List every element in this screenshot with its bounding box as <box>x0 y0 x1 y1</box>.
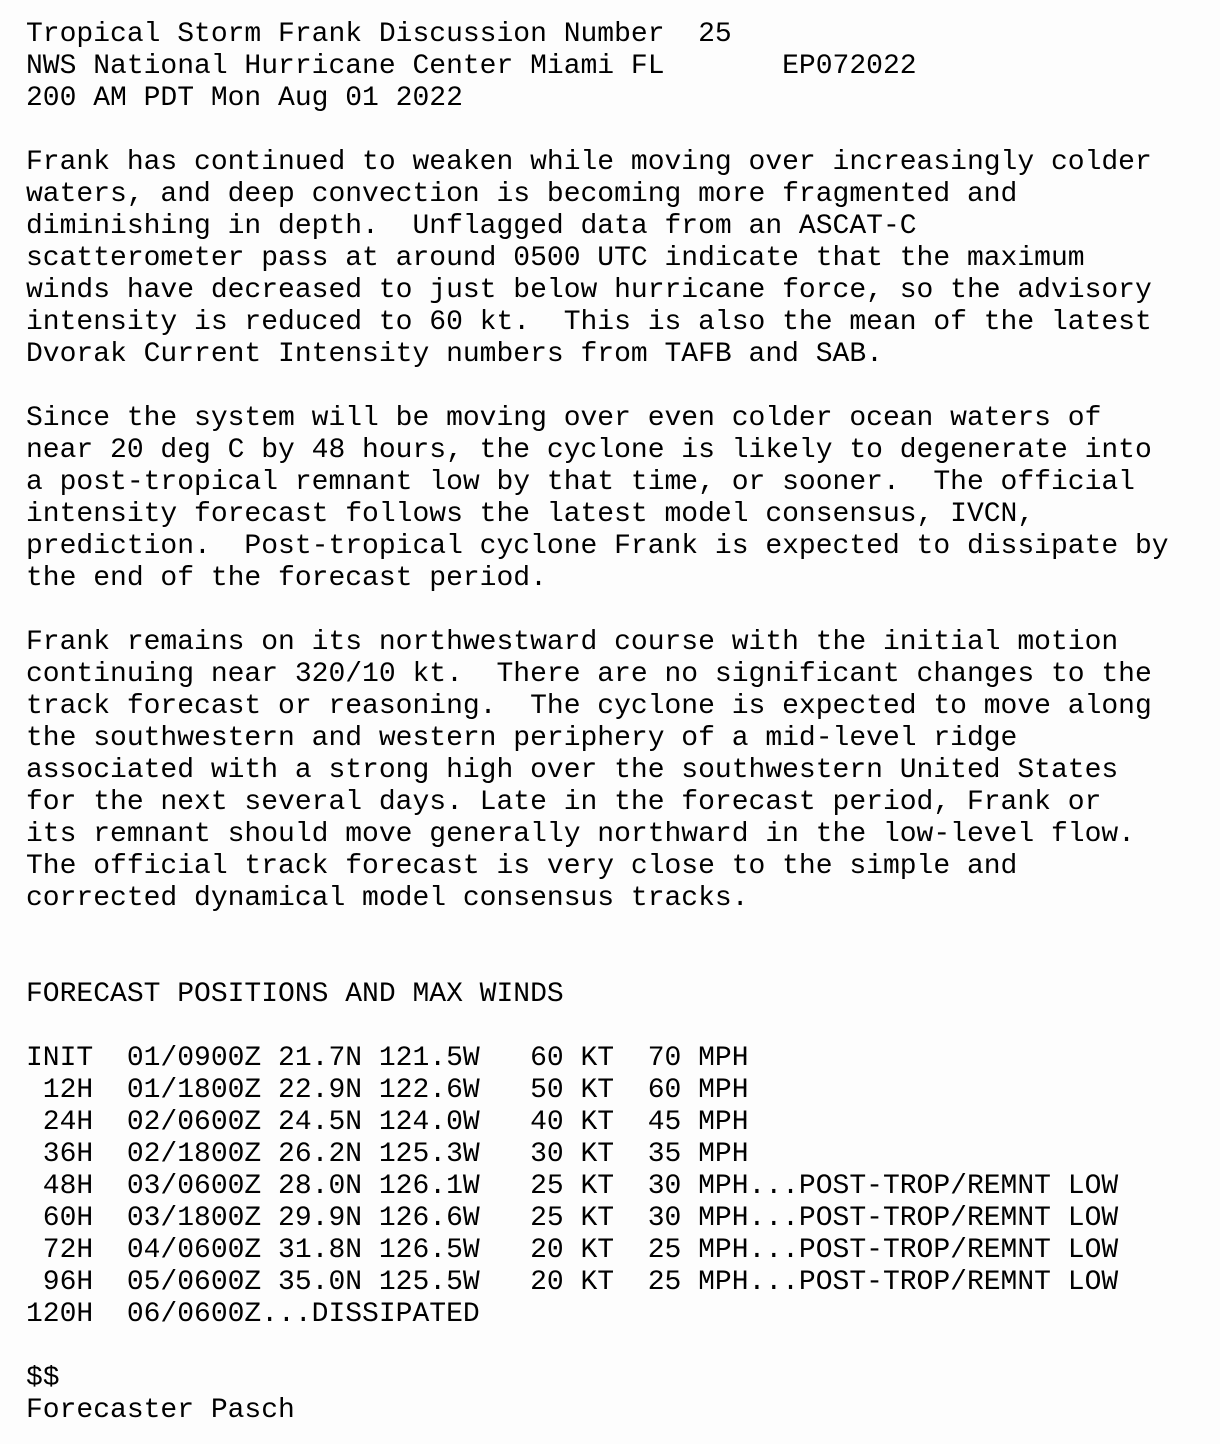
blank-line <box>26 1011 1220 1043</box>
forecast-row: 72H 04/0600Z 31.8N 126.5W 20 KT 25 MPH...POST-TROP/REMNT LOW <box>26 1235 1119 1266</box>
paragraph-line: continuing near 320/10 kt. There are no significant changes to the <box>26 659 1152 690</box>
paragraph-line: associated with a strong high over the southwestern United States <box>26 755 1119 786</box>
paragraph-line: near 20 deg C by 48 hours, the cyclone is likely to degenerate into <box>26 435 1152 466</box>
blank-line <box>26 915 1220 947</box>
issue-time: 200 AM PDT Mon Aug 01 2022 <box>26 83 463 114</box>
paragraph-line: corrected dynamical model consensus tracks. <box>26 883 749 914</box>
paragraph-line: scatterometer pass at around 0500 UTC indicate that the maximum <box>26 243 1085 274</box>
forecaster-signature: Forecaster Pasch <box>26 1395 295 1426</box>
forecast-row: 36H 02/1800Z 26.2N 125.3W 30 KT 35 MPH <box>26 1139 749 1170</box>
forecast-row: 60H 03/1800Z 29.9N 126.6W 25 KT 30 MPH...POST-TROP/REMNT LOW <box>26 1203 1119 1234</box>
paragraph-line: The official track forecast is very close to the simple and <box>26 851 1018 882</box>
forecast-row: 120H 06/0600Z...DISSIPATED <box>26 1299 480 1330</box>
forecast-row: 96H 05/0600Z 35.0N 125.5W 20 KT 25 MPH...POST-TROP/REMNT LOW <box>26 1267 1119 1298</box>
blank-line <box>26 1331 1220 1363</box>
issuing-office: NWS National Hurricane Center Miami FL EP072022 <box>26 51 917 82</box>
forecast-row: INIT 01/0900Z 21.7N 121.5W 60 KT 70 MPH <box>26 1043 749 1074</box>
paragraph-line: winds have decreased to just below hurricane force, so the advisory <box>26 275 1152 306</box>
paragraph-line: prediction. Post-tropical cyclone Frank is expected to dissipate by <box>26 531 1169 562</box>
forecast-row: 48H 03/0600Z 28.0N 126.1W 25 KT 30 MPH...POST-TROP/REMNT LOW <box>26 1171 1119 1202</box>
paragraph-line: diminishing in depth. Unflagged data from an ASCAT-C <box>26 211 917 242</box>
paragraph-line: Since the system will be moving over even colder ocean waters of <box>26 403 1102 434</box>
paragraph-line: for the next several days. Late in the forecast period, Frank or <box>26 787 1102 818</box>
blank-line <box>26 371 1220 403</box>
paragraph-line: Frank remains on its northwestward course with the initial motion <box>26 627 1119 658</box>
paragraph-line: intensity forecast follows the latest model consensus, IVCN, <box>26 499 1035 530</box>
product-title: Tropical Storm Frank Discussion Number 25 <box>26 19 732 50</box>
paragraph-line: a post-tropical remnant low by that time, or sooner. The official <box>26 467 1135 498</box>
paragraph-line: the southwestern and western periphery of a mid-level ridge <box>26 723 1018 754</box>
forecast-row: 24H 02/0600Z 24.5N 124.0W 40 KT 45 MPH <box>26 1107 749 1138</box>
blank-line <box>26 115 1220 147</box>
forecast-heading: FORECAST POSITIONS AND MAX WINDS <box>26 979 564 1010</box>
end-marker: $$ <box>26 1363 60 1394</box>
paragraph-line: waters, and deep convection is becoming more fragmented and <box>26 179 1018 210</box>
forecast-row: 12H 01/1800Z 22.9N 122.6W 50 KT 60 MPH <box>26 1075 749 1106</box>
paragraph-line: track forecast or reasoning. The cyclone is expected to move along <box>26 691 1152 722</box>
paragraph-line: its remnant should move generally northward in the low-level flow. <box>26 819 1135 850</box>
blank-line <box>26 595 1220 627</box>
paragraph-line: Dvorak Current Intensity numbers from TAFB and SAB. <box>26 339 883 370</box>
blank-line <box>26 947 1220 979</box>
paragraph-line: Frank has continued to weaken while moving over increasingly colder <box>26 147 1152 178</box>
paragraph-line: the end of the forecast period. <box>26 563 547 594</box>
paragraph-line: intensity is reduced to 60 kt. This is also the mean of the latest <box>26 307 1152 338</box>
